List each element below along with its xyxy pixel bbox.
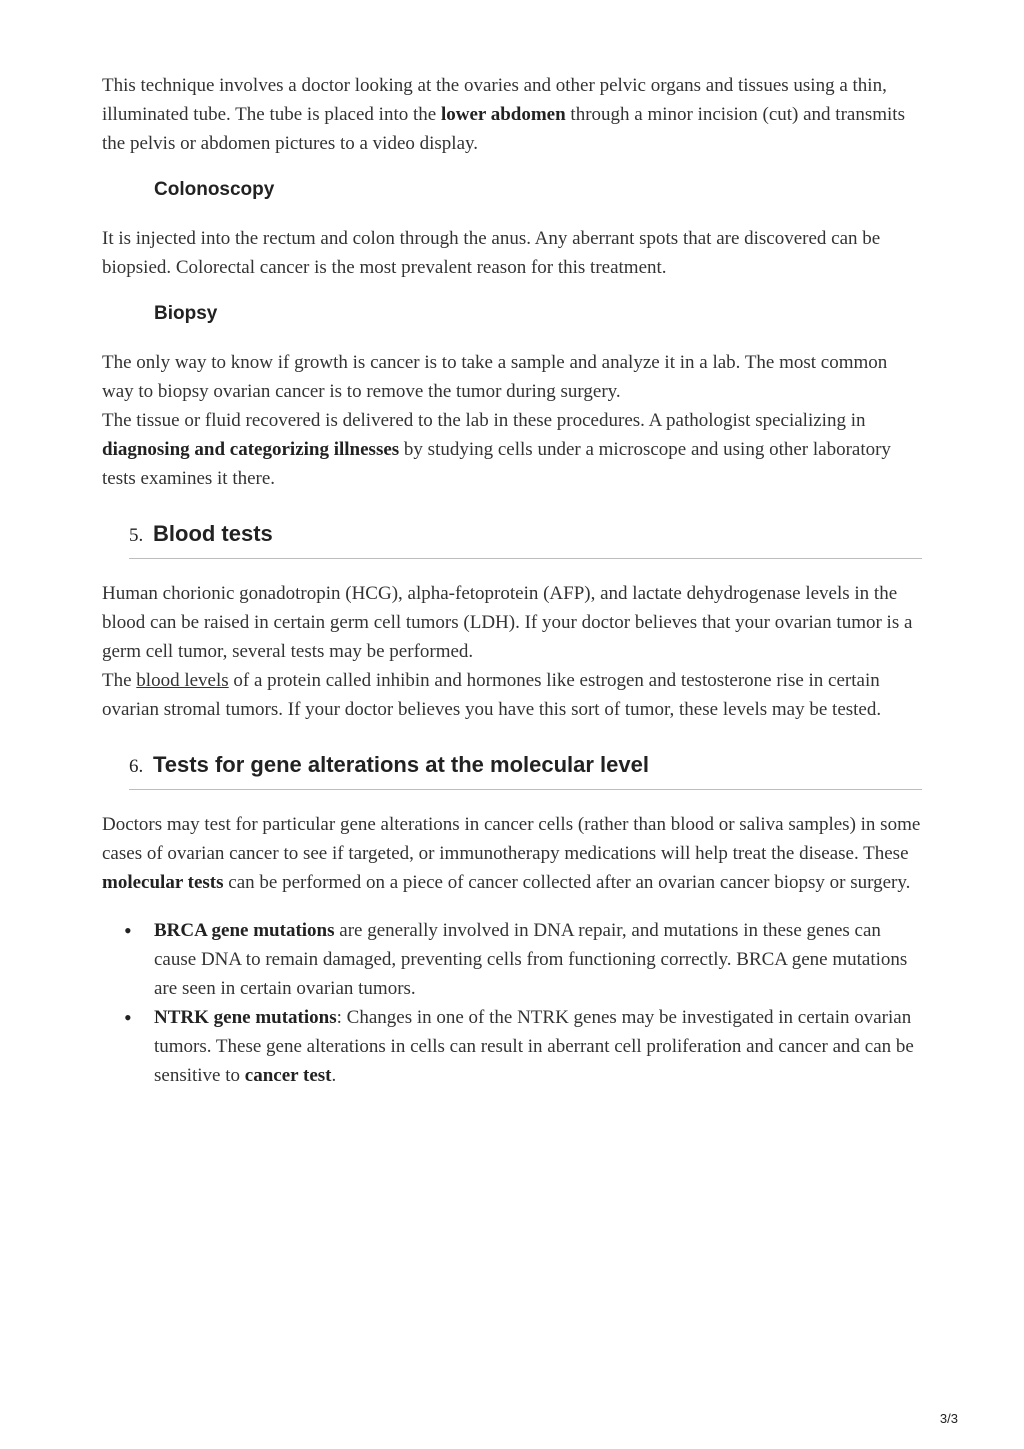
- molecular-tests-paragraph: [102, 810, 922, 897]
- text: The tissue or fluid recovered is delivered to the lab in these procedures. A pathologist specializing in: [102, 410, 866, 431]
- section-5-heading: [129, 519, 922, 559]
- text: .: [331, 1065, 337, 1086]
- text: by studying cells under a microscope and using other laboratory tests examines it there.: [102, 439, 891, 489]
- section-title: Tests for gene alterations at the molecular level: [153, 752, 649, 777]
- bold-term: molecular tests: [102, 872, 224, 893]
- biopsy-heading: Biopsy: [154, 303, 218, 324]
- section-6-heading: [129, 750, 922, 790]
- biopsy-paragraph: [102, 348, 922, 493]
- text: : Changes in one of the NTRK genes may be investigated in certain ovarian tumors. These gene alterations in cells can result in aberrant cell proliferation and cancer and can be sensitive to: [154, 1007, 914, 1086]
- blood-levels-link[interactable]: blood levels: [136, 670, 229, 691]
- text: Doctors may test for particular gene alterations in cancer cells (rather than blood or saliva samples) in some cases of ovarian cancer to see if targeted, or immunotherapy medications will help treat the disease. These: [102, 814, 921, 864]
- bold-term: NTRK gene mutations: [154, 1007, 337, 1028]
- colonoscopy-heading: Colonoscopy: [154, 179, 275, 200]
- text: This technique involves a doctor looking at the ovaries and other pelvic organs and tissues using a thin, illuminated tube. The tube is placed into the: [102, 75, 887, 125]
- blood-tests-paragraph: [102, 579, 922, 724]
- list-item: [154, 1003, 922, 1090]
- text: Human chorionic gonadotropin (HCG), alpha-fetoprotein (AFP), and lactate dehydrogenase levels in the blood can be raised in certain germ cell tumors (LDH). If your doctor believes that your ovarian tumor is a germ cell tumor, several tests may be performed.: [102, 583, 913, 662]
- document-page: [102, 71, 922, 1090]
- gene-mutation-list: [102, 916, 922, 1090]
- bold-term: diagnosing and categorizing illnesses: [102, 439, 400, 460]
- section-number: 6.: [129, 756, 144, 777]
- page-number: 3/3: [939, 1411, 958, 1426]
- text: through a minor incision (cut) and transmits the pelvis or abdomen pictures to a video display.: [102, 104, 905, 154]
- bold-term: cancer test: [244, 1065, 332, 1086]
- text: of a protein called inhibin and hormones like estrogen and testosterone rise in certain ovarian stromal tumors. If your doctor believes you have this sort of tumor, these levels may be tested.: [102, 670, 882, 720]
- text: The: [102, 670, 137, 691]
- laparoscopy-paragraph: [102, 71, 922, 158]
- bold-term: BRCA gene mutations: [154, 920, 335, 941]
- bold-term: lower abdomen: [440, 104, 566, 125]
- text: can be performed on a piece of cancer collected after an ovarian cancer biopsy or surgery.: [223, 872, 911, 893]
- list-item: [154, 916, 922, 1003]
- text: The only way to know if growth is cancer is to take a sample and analyze it in a lab. The most common way to biopsy ovarian cancer is to remove the tumor during surgery.: [102, 352, 888, 402]
- text: are generally involved in DNA repair, and mutations in these genes can cause DNA to remain damaged, preventing cells from functioning correctly. BRCA gene mutations are seen in certain ovarian tumors.: [154, 920, 908, 999]
- section-number: 5.: [129, 525, 144, 546]
- section-title: Blood tests: [153, 521, 273, 546]
- colonoscopy-paragraph: It is injected into the rectum and colon through the anus. Any aberrant spots that are discovered can be biopsied. Colorectal cancer is the most prevalent reason for this treatment.: [102, 228, 881, 278]
